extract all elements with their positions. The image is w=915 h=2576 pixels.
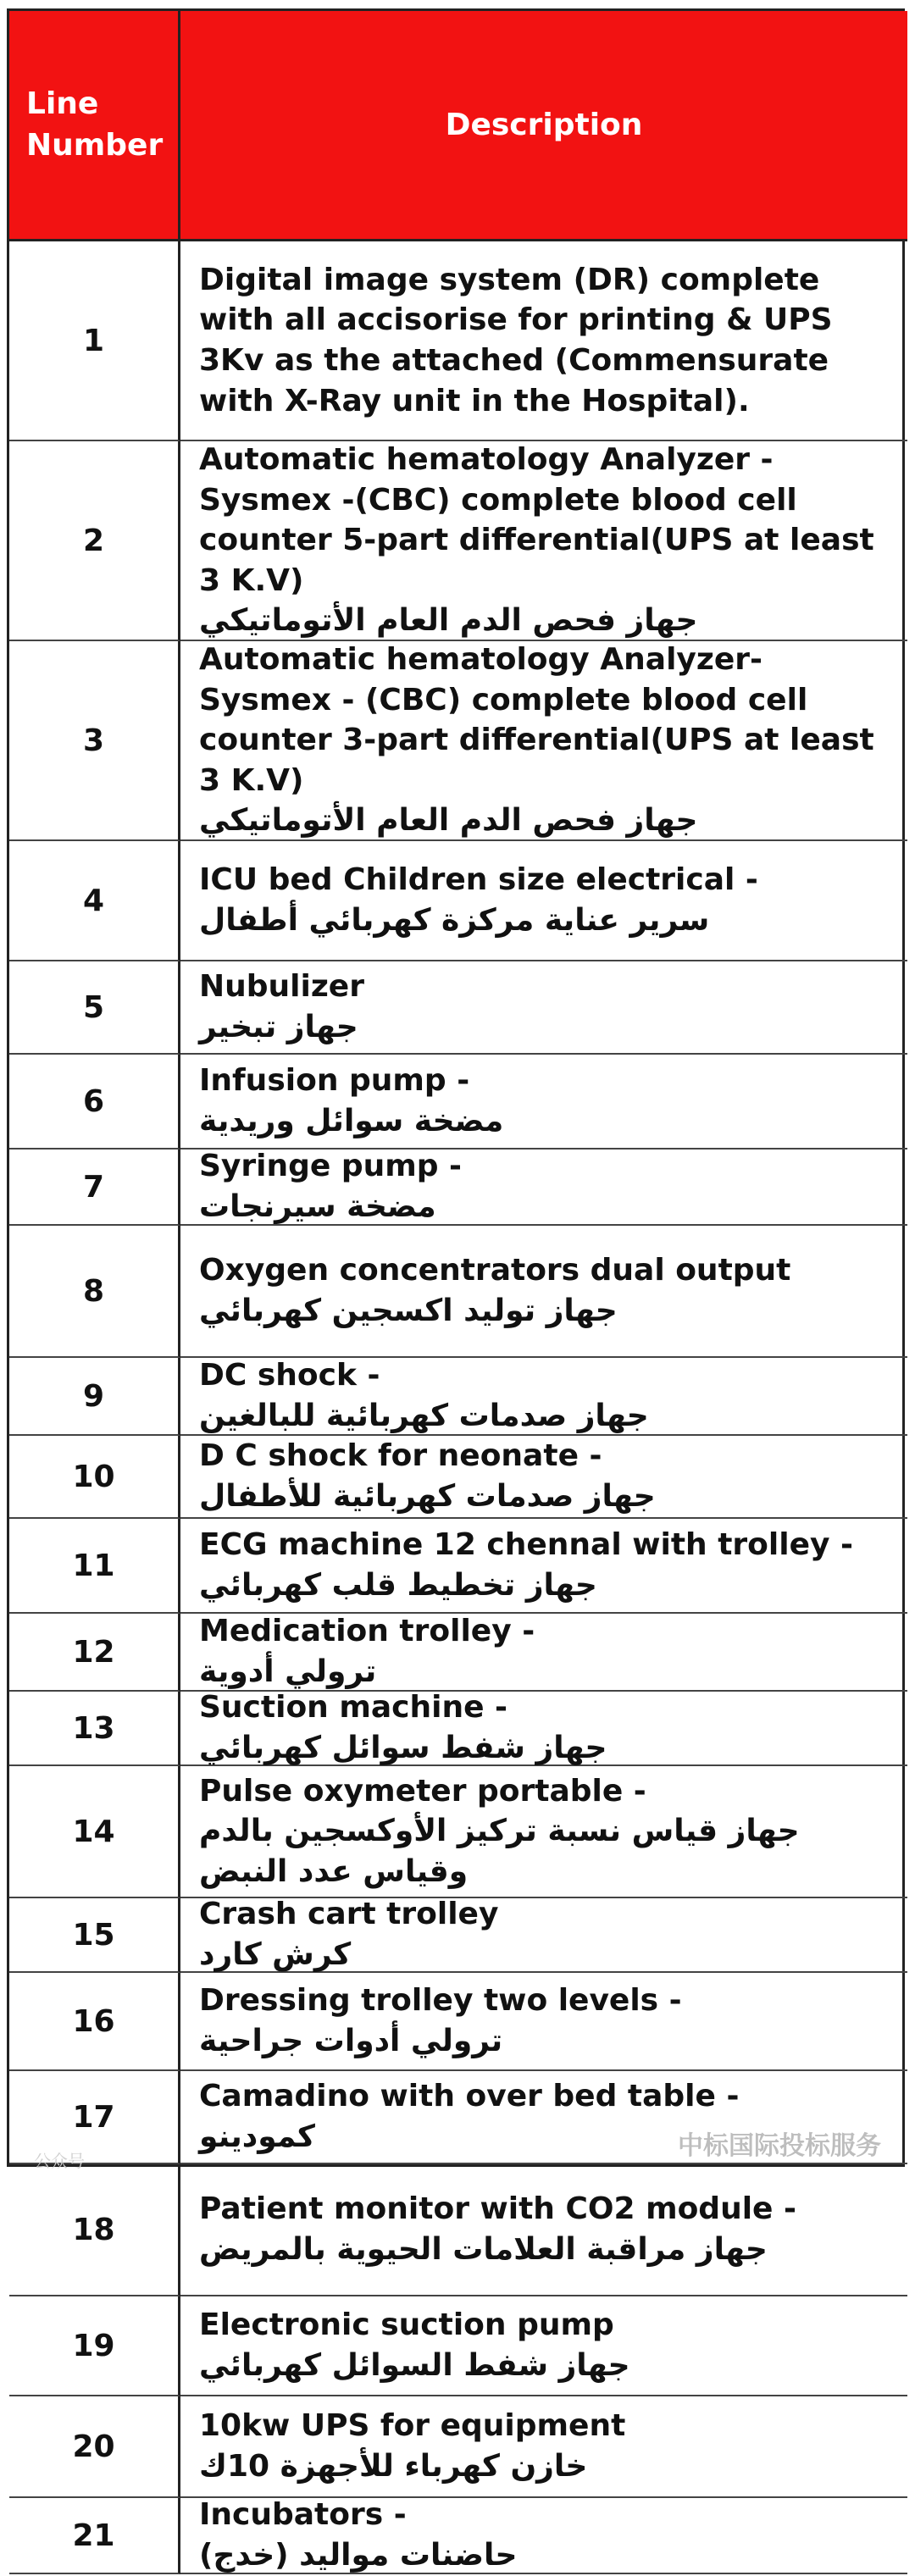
description-english: Suction machine - [199, 1690, 507, 1726]
row-description [180, 2164, 907, 2296]
row-description [180, 2296, 907, 2396]
description-arabic: كمودينو [199, 2119, 315, 2154]
equipment-table [7, 8, 905, 2573]
description-english: Automatic hematology Analyzer- Sysmex - (CBC) complete blood cell counter 3-part differential(UPS at least 3 K.V) [199, 642, 874, 798]
row-description [180, 841, 907, 961]
row-number: 7 [9, 1150, 180, 1226]
header-description: Description [180, 11, 907, 241]
description-english: Patient monitor with CO2 module - [199, 2191, 796, 2227]
row-number: 18 [9, 2164, 180, 2296]
row-number: 1 [9, 241, 180, 441]
row-number: 10 [9, 1436, 180, 1519]
watermark-right: 中标国际投标服务 [678, 2131, 881, 2161]
description-arabic: سرير عناية مركزة كهربائي أطفال [199, 903, 710, 938]
description-arabic: جهاز تبخير [199, 1010, 358, 1044]
description-arabic: مضخة سيرنجات [199, 1189, 436, 1224]
description-arabic: جهاز شفط سوائل كهربائي [199, 1731, 607, 1765]
description-arabic: جهاز صدمات كهربائية للبالغين [199, 1399, 649, 1433]
description-english: Camadino with over bed table - [199, 2079, 740, 2114]
description-arabic: ترولي أدوية [199, 1654, 377, 1689]
description-english: 10kw UPS for equipment [199, 2408, 626, 2444]
row-number: 19 [9, 2296, 180, 2396]
row-description [180, 1436, 907, 1519]
row-description [180, 1226, 907, 1358]
row-description [180, 1614, 907, 1692]
description-arabic: جهاز شفط السوائل كهربائي [199, 2348, 630, 2383]
row-description [180, 1898, 907, 1973]
description-english: Medication trolley - [199, 1614, 535, 1649]
description-arabic: جهاز قياس نسبة تركيز الأوكسجين بالدم وقياس عدد النبض [199, 1814, 800, 1889]
description-arabic: مضخة سوائل وريدية [199, 1104, 504, 1138]
description-english: D C shock for neonate - [199, 1438, 602, 1474]
description-arabic: جهاز فحص الدم العام الأتوماتيكي [199, 803, 698, 839]
description-english: Automatic hematology Analyzer - Sysmex -(CBC) complete blood cell counter 5-part differential(UPS at least 3 K.V) [199, 442, 874, 598]
description-arabic: جهاز فحص الدم العام الأتوماتيكي [199, 603, 698, 639]
description-english: Oxygen concentrators dual output [199, 1253, 791, 1288]
description-english: DC shock - [199, 1358, 380, 1393]
header-line-number: Line Number [9, 11, 180, 241]
description-arabic: ترولي أدوات جراحية [199, 2024, 503, 2058]
description-english: Infusion pump - [199, 1063, 470, 1099]
row-description [180, 441, 907, 641]
description-arabic: جهاز صدمات كهربائية للأطفال [199, 1479, 656, 1514]
description-arabic: حاضنات مواليد (خدج) [199, 2538, 518, 2573]
description-english: ECG machine 12 chennal with trolley - [199, 1527, 853, 1563]
description-english: ICU bed Children size electrical - [199, 862, 758, 898]
description-english: Digital image system (DR) complete with all accisorise for printing & UPS 3Kv as the attached (Commensurate with X-Ray unit in the Hospital). [199, 262, 833, 418]
description-arabic: جهاز توليد اكسجين كهربائي [199, 1294, 618, 1328]
row-number: 17 [9, 2071, 180, 2164]
row-number: 8 [9, 1226, 180, 1358]
row-number: 16 [9, 1973, 180, 2071]
row-description [180, 1358, 907, 1436]
row-number: 15 [9, 1898, 180, 1973]
row-description [180, 1973, 907, 2071]
row-description [180, 641, 907, 841]
row-number: 2 [9, 441, 180, 641]
description-english: Electronic suction pump [199, 2307, 614, 2343]
row-number: 12 [9, 1614, 180, 1692]
watermark-left: 公众号 [34, 2151, 85, 2171]
row-description [180, 1519, 907, 1614]
description-english: Dressing trolley two levels - [199, 1983, 682, 2019]
description-arabic: كرش كارد [199, 1937, 352, 1972]
row-number: 14 [9, 1766, 180, 1898]
row-description [180, 2498, 907, 2574]
description-english: Crash cart trolley [199, 1897, 499, 1932]
row-number: 21 [9, 2498, 180, 2574]
row-number: 6 [9, 1055, 180, 1150]
description-arabic: خازن كهرباء للأجهزة 10ك [199, 2449, 588, 2484]
row-description [180, 1055, 907, 1150]
row-number: 4 [9, 841, 180, 961]
row-number: 20 [9, 2396, 180, 2498]
row-description [180, 961, 907, 1055]
description-arabic: جهاز تخطيط قلب كهربائي [199, 1568, 597, 1603]
row-description [180, 1766, 907, 1898]
row-description [180, 1150, 907, 1226]
row-number: 11 [9, 1519, 180, 1614]
description-english: Nubulizer [199, 969, 364, 1005]
row-description [180, 2396, 907, 2498]
row-number: 9 [9, 1358, 180, 1436]
description-english: Syringe pump - [199, 1149, 462, 1184]
row-description [180, 241, 907, 441]
row-description [180, 1692, 907, 1766]
description-english: Incubators - [199, 2497, 407, 2533]
row-number: 5 [9, 961, 180, 1055]
row-number: 13 [9, 1692, 180, 1766]
description-arabic: جهاز مراقبة العلامات الحيوية بالمريض [199, 2232, 768, 2267]
description-english: Pulse oxymeter portable - [199, 1773, 646, 1809]
row-number: 3 [9, 641, 180, 841]
